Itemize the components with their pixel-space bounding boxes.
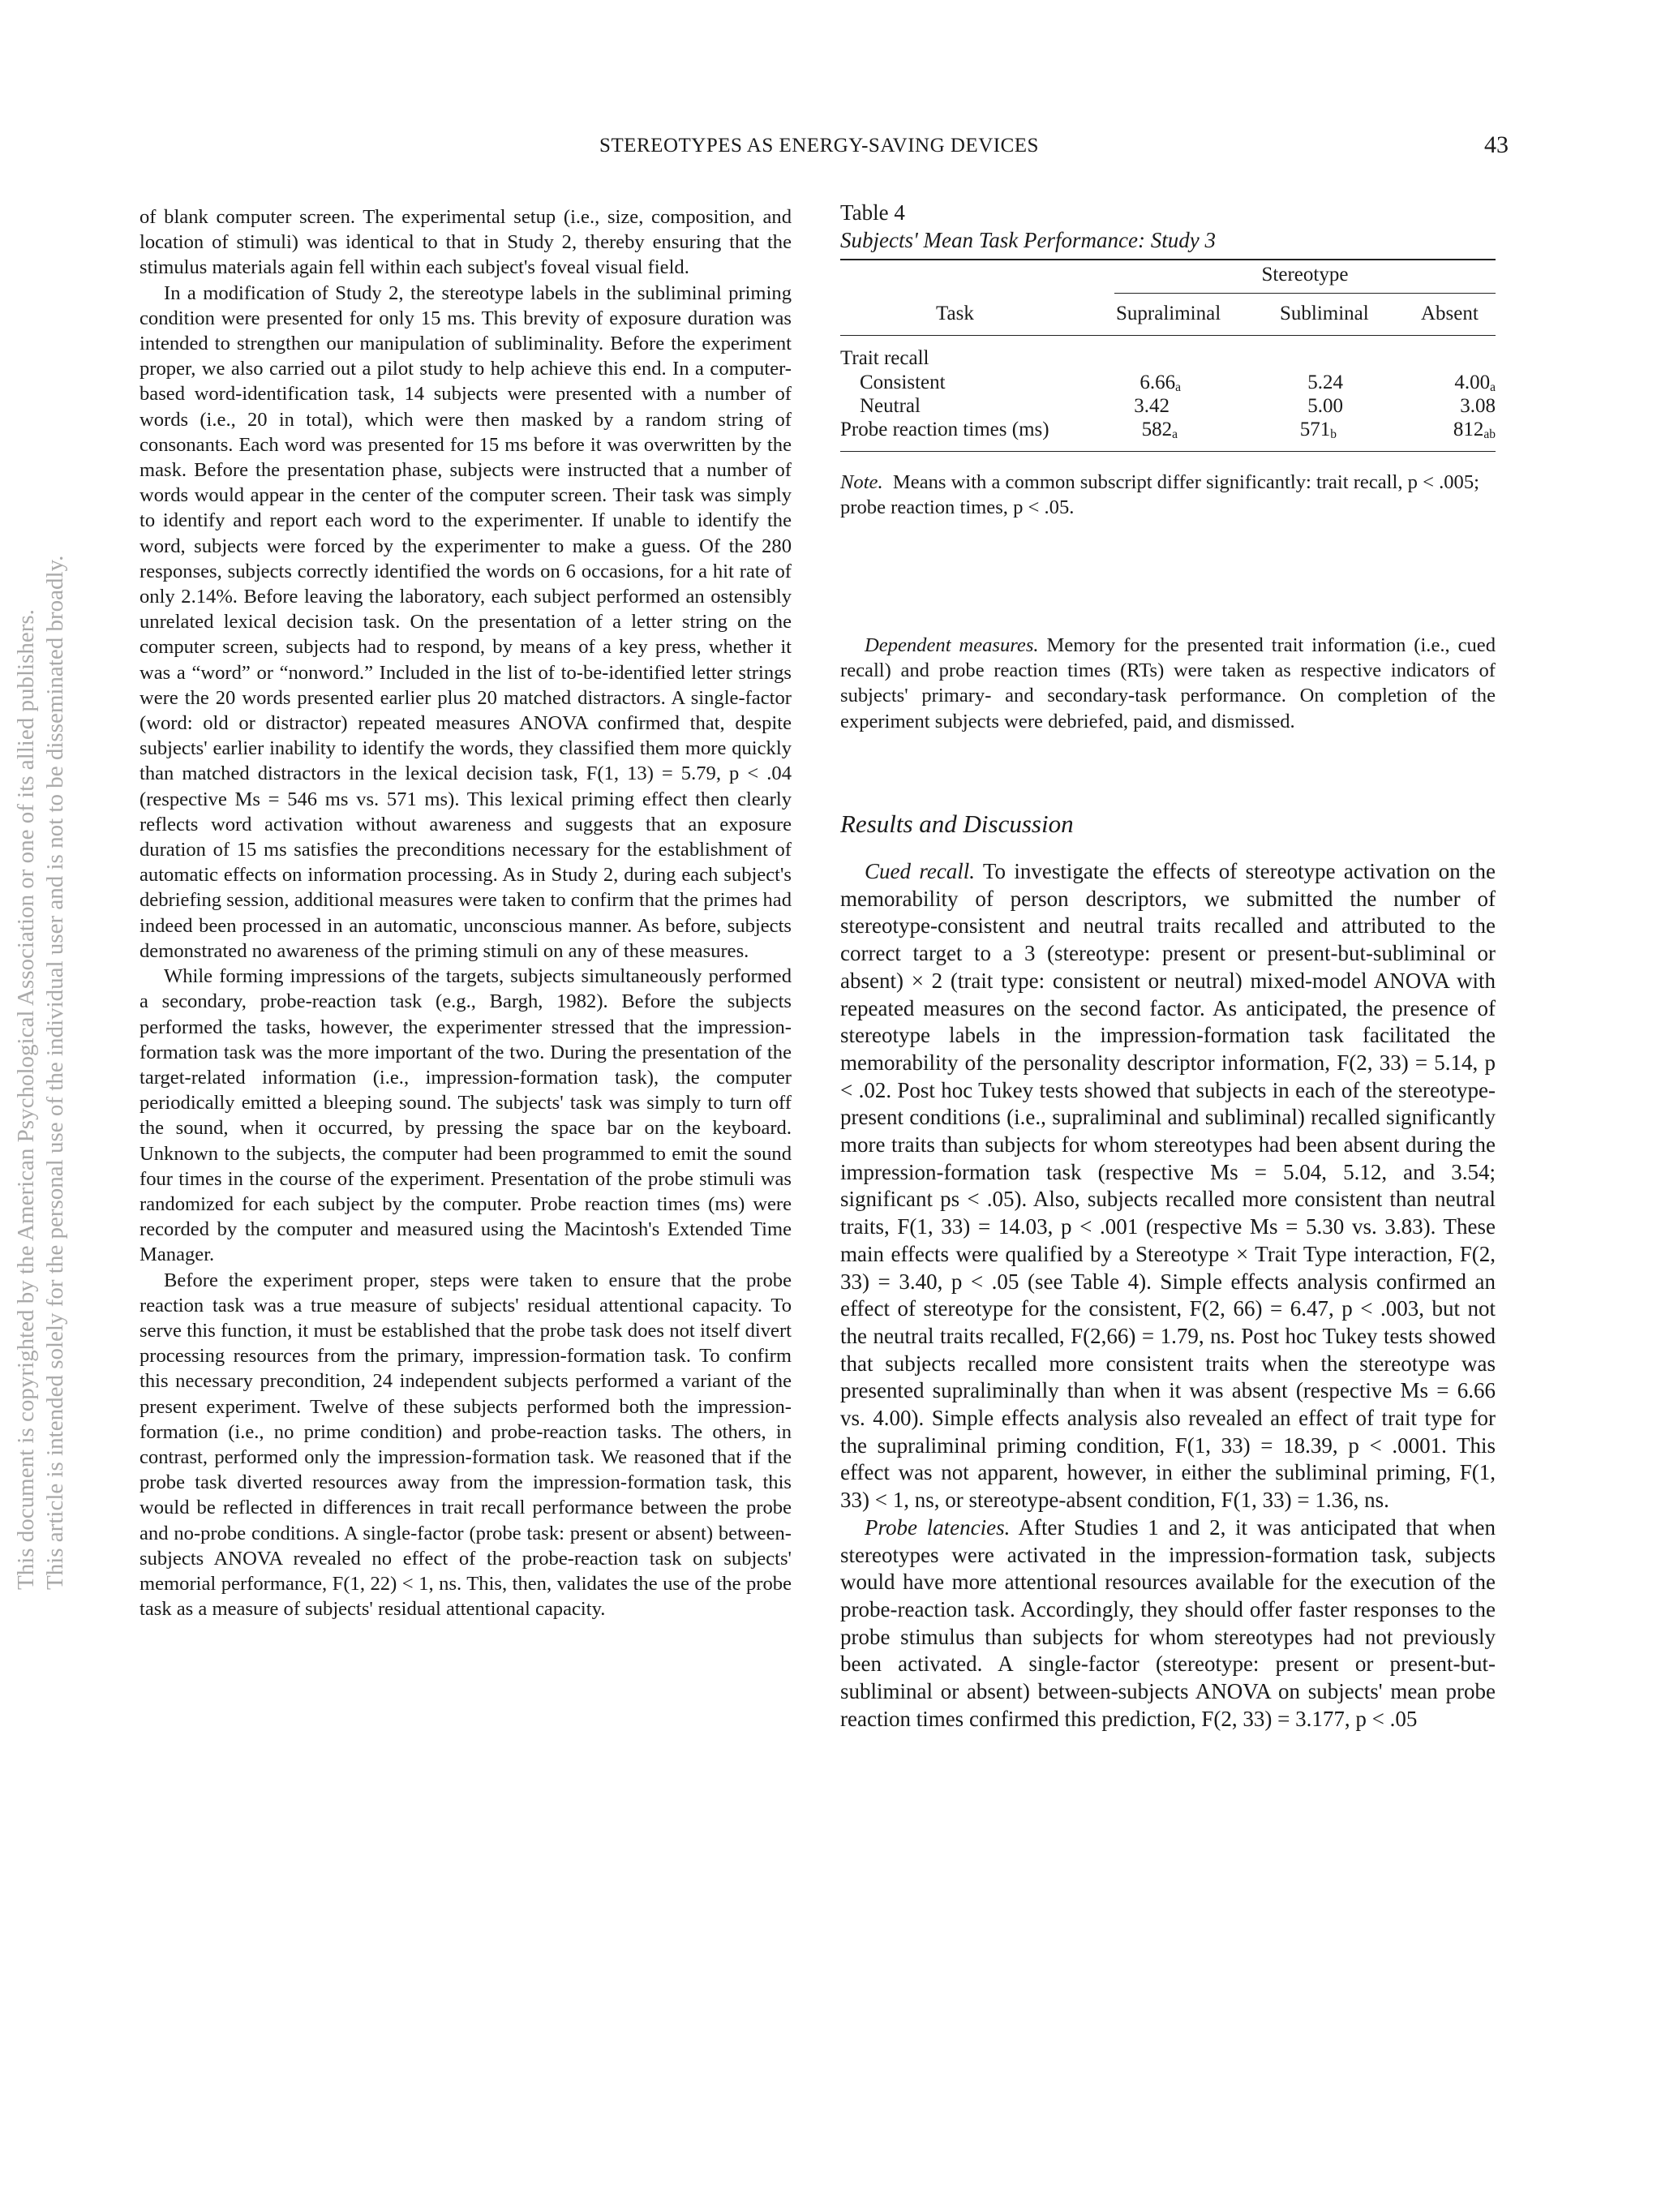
table-spanner-rule bbox=[1114, 293, 1496, 294]
results-section bbox=[840, 808, 1496, 840]
probe-latencies-label: Probe latencies. bbox=[865, 1514, 1011, 1540]
table-header-rule bbox=[840, 335, 1496, 336]
cell-consistent-absent: $4.00_a$ bbox=[1454, 372, 1496, 395]
table-4 bbox=[840, 199, 1496, 520]
watermark-line-2: This article is intended solely for the personal use of the individual user and is not to be disseminated broadly. bbox=[42, 555, 68, 1590]
table-row bbox=[840, 347, 1496, 372]
cued-recall-text: To investigate the effects of stereotype activation on the memorability of person descriptors, we submitted the number of stereotype-consistent and neutral traits recalled and attributed to the correct target to a 3 (stereotype: present or present-but-subliminal or absent) × 2 (trait type: consistent or neutral) mixed-model ANOVA with repeated measures on the second factor. As anticipated, the presence of stereotype labels in the impression-formation task facilitated the memorability of the personality descriptor information, F(2, 33) = 5.14, p < .02. Post hoc Tukey tests showed that subjects in each of the stereotype-present conditions (i.e., supraliminal and subliminal) recalled significantly more traits than subjects for whom stereotypes had been absent during the impression-formation task (respective Ms = 5.04, 5.12, and 3.54; significant ps < .05). Also, subjects recalled more consistent than neutral traits, F(1, 33) = 14.03, p < .001 (respective Ms = 5.30 vs. 3.83). These main effects were qualified by a Stereotype × Trait Type interaction, F(2, 33) = 3.40, p < .05 (see Table 4). Simple effects analysis confirmed an effect of stereotype for the consistent, F(2, 66) = 6.47, p < .003, but not the neutral traits recalled, F(2,66) = 1.79, ns. Post hoc Tukey tests showed that subjects recalled more consistent traits when the stereotype was presented supraliminally than when it was absent (respective Ms = 6.66 vs. 4.00). Simple effects analysis also revealed an effect of trait type for the supraliminal priming condition, F(1, 33) = 18.39, p < .0001. This effect was not apparent, however, in either the subliminal priming, F(1, 33) < 1, ns, or stereotype-absent condition, F(1, 33) = 1.36, ns. bbox=[840, 859, 1496, 1513]
page-number: 43 bbox=[1484, 131, 1509, 158]
table-note bbox=[840, 470, 1496, 520]
table-number: Table 4 bbox=[840, 200, 905, 225]
table-header-row bbox=[840, 299, 1496, 335]
dependent-measures-label: Dependent measures. bbox=[865, 634, 1039, 656]
cell-probe-subliminal: $571_b$ bbox=[1299, 419, 1337, 442]
table-body bbox=[840, 347, 1496, 451]
table-note-label: Note. bbox=[840, 471, 883, 493]
cell-probe-supraliminal: $582_a$ bbox=[1141, 419, 1178, 442]
cell-neutral-subliminal: 5.00 bbox=[1307, 395, 1343, 417]
row-label-neutral: Neutral bbox=[860, 395, 921, 417]
dependent-measures-text: Memory for the presented trait information (i.e., cued recall) and probe reaction times (RTs) were taken as respective indicators of subjects' primary- and secondary-task performance. On completion of the experiment subjects were debriefed, paid, and dismissed. bbox=[840, 634, 1496, 732]
cued-recall-label: Cued recall. bbox=[865, 859, 976, 883]
cell-neutral-supraliminal: 3.42 bbox=[1134, 395, 1170, 417]
cell-probe-absent: $812_{ab}$ bbox=[1453, 419, 1496, 442]
row-label-probe-reaction: Probe reaction times (ms) bbox=[840, 419, 1049, 440]
section-heading-results: Results and Discussion bbox=[840, 810, 1074, 838]
table-spanner-stereotype: Stereotype bbox=[1261, 264, 1349, 286]
watermark-line-1: This document is copyrighted by the American Psychological Association or one of its allied publishers. bbox=[13, 609, 39, 1590]
paragraph-pilot-study: In a modification of Study 2, the stereotype labels in the subliminal priming condition were presented for only 15 ms. This brevity of exposure duration was intended to strengthen our manipulation of subliminality. Before the experiment proper, we also carried out a pilot study to help achieve this end. In a computer-based word-identification task, 14 subjects were presented with a number of words (i.e., 20 in total), which were then masked by a random string of consonants. Each word was presented for 15 ms before it was overwritten by the mask. Before the presentation phase, subjects were instructed that a number of words would appear in the center of the computer screen. Their task was simply to identify and report each word to the experimenter. If unable to identify the word, subjects were forced by the experimenter to make a guess. Of the 280 responses, subjects correctly identified the words on 6 occasions, for a hit rate of only 2.14%. Before leaving the laboratory, each subject performed an ostensibly unrelated lexical decision task. On the presentation of a letter string on the computer screen, subjects had to respond, by means of a key press, whether it was a “word” or “nonword.” Included in the list of to-be-identified letter strings were the 20 words presented earlier plus 20 matched distractors. A single-factor (word: old or distractor) repeated measures ANOVA confirmed that, despite subjects' earlier inability to identify the words, they classified them more quickly than matched distractors in the lexical decision task, F(1, 13) = 5.79, p < .04 (respective Ms = 546 ms vs. 571 ms). This lexical priming effect then clearly reflects word activation without awareness and suggests that an exposure duration of 15 ms satisfies the preconditions necessary for the establishment of automatic effects on information processing. As in Study 2, during each subject's debriefing session, additional measures were taken to confirm that the primes had indeed been processed in an automatic, unconscious manner. As before, subjects demonstrated no awareness of the priming stimuli on any of these measures. bbox=[139, 281, 792, 962]
cell-neutral-absent: 3.08 bbox=[1460, 395, 1496, 417]
table-bottom-rule bbox=[840, 451, 1496, 452]
left-column bbox=[139, 204, 792, 1621]
copyright-watermark bbox=[11, 519, 109, 1590]
running-head: STEREOTYPES AS ENERGY-SAVING DEVICES bbox=[599, 135, 1039, 157]
row-label-consistent: Consistent bbox=[860, 372, 946, 393]
paragraph-probe-task: While forming impressions of the targets, subjects simultaneously performed a secondary, probe-reaction task (e.g., Bargh, 1982). Before the subjects performed the tasks, however, the experimenter stressed that the impression-formation task was the more important of the two. During the presentation of the target-related information (i.e., impression-formation task), the computer periodically emitted a bleeping sound. The subjects' task was simply to turn off the sound, when it occurred, by pressing the space bar on the keyboard. Unknown to the subjects, the computer had been programmed to emit the sound four times in the course of the experiment. Presentation of the probe stimuli was randomized for each subject by the computer. Probe reaction times (ms) were recorded by the computer and measured using the Macintosh's Extended Time Manager. bbox=[139, 965, 792, 1266]
col-header-task: Task bbox=[936, 303, 974, 324]
paragraph-continuation: of blank computer screen. The experimental setup (i.e., size, composition, and location of stimuli) was identical to that in Study 2, thereby ensuring that the stimulus materials again fell within each subject's foveal visual field. bbox=[139, 206, 792, 279]
table-row bbox=[840, 395, 1496, 419]
probe-latencies-text: After Studies 1 and 2, it was anticipated that when stereotypes were activated in the impression-formation task, subjects would have more attentional resources available for the execution of the probe-reaction task. Accordingly, they should offer faster responses to the probe stimulus than subjects for whom stereotypes had not previously been activated. A single-factor (stereotype: present or present-but-subliminal or absent) between-subjects ANOVA on subjects' mean probe reaction times confirmed this prediction, F(2, 33) = 3.177, p < .05 bbox=[840, 1514, 1496, 1731]
col-header-supraliminal: Supraliminal bbox=[1116, 303, 1221, 324]
table-row bbox=[840, 419, 1496, 443]
dependent-measures-paragraph bbox=[840, 633, 1496, 734]
col-header-absent: Absent bbox=[1421, 303, 1479, 324]
col-header-subliminal: Subliminal bbox=[1280, 303, 1369, 324]
table-note-text: Means with a common subscript differ significantly: trait recall, p < .005; probe reaction times, p < .05. bbox=[840, 471, 1479, 518]
cell-consistent-subliminal: 5.24 bbox=[1307, 372, 1343, 393]
row-label-trait-recall: Trait recall bbox=[840, 347, 929, 369]
table-title: Subjects' Mean Task Performance: Study 3 bbox=[840, 228, 1216, 252]
cell-consistent-supraliminal: $6.66_a$ bbox=[1140, 372, 1181, 395]
table-row bbox=[840, 372, 1496, 396]
right-column-body bbox=[840, 858, 1496, 1733]
paragraph-probe-validation: Before the experiment proper, steps were taken to ensure that the probe reaction task was a true measure of subjects' residual attentional capacity. To serve this function, it must be established that the probe task does not itself divert processing resources from the primary, impression-formation task. To confirm this necessary precondition, 24 independent subjects performed a variant of the present experiment. Twelve of these subjects performed both the impression-formation (i.e., no prime condition) and probe-reaction tasks. The others, in contrast, performed only the impression-formation task. We reasoned that if the probe task diverted resources away from the impression-formation task, this would be reflected in differences in trait recall performance between the probe and no-probe conditions. A single-factor (probe task: present or absent) between-subjects ANOVA revealed no effect of the probe-reaction task on subjects' memorial performance, F(1, 22) < 1, ns. This, then, validates the use of the probe task as a measure of subjects' residual attentional capacity. bbox=[139, 1269, 792, 1621]
